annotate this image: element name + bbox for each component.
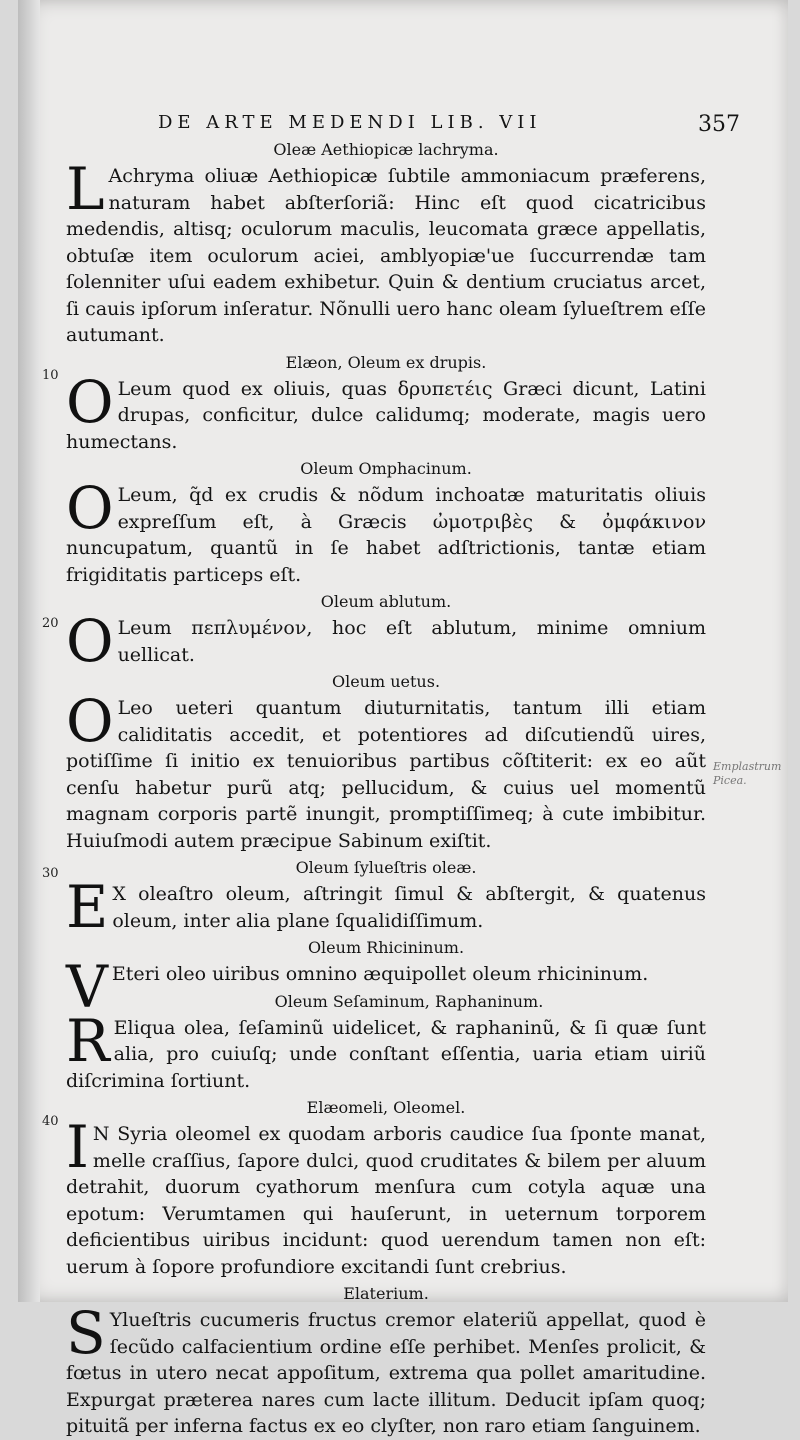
- entry-ablutum: [66, 591, 706, 675]
- page-gutter-shadow: [18, 0, 40, 1302]
- entry-uetus: [66, 671, 706, 854]
- entry-heading: Oleum uetus.: [331, 672, 441, 691]
- entry-text: Leum quod ex oliuis, quas δρυπετέις Græci dicunt, Latini drupas, conficitur, dulce calidumq; moderate, magis uero humectans.: [66, 377, 706, 453]
- entry-heading: Oleum ſylueſtris oleæ.: [295, 858, 477, 877]
- entry-heading: Oleum Omphacinum.: [300, 459, 472, 478]
- entry-heading: Elaterium.: [343, 1284, 429, 1303]
- entry-text: Achryma oliuæ Aethiopicæ ſubtile ammoniacum præferens, naturam habet abſterſoriã: Hinc eſt quod cicatricibus medendis, altisq; oculorum maculis, leucomata græce appellatis, obtuſæ item oculorum aciei, amblyopiæ'ue ſuccurrendæ tam ſolenniter uſui eadem exhibetur. Quin & dentium cruciatus arcet, ſi cauis ipſorum inſeratur. Nõnulli uero hanc oleam ſylueſtrem eſſe autumant.: [66, 165, 706, 346]
- entry-text: Leo ueteri quantum diuturnitatis, tantum illi etiam caliditatis accedit, et potentiores ad diſcutiendũ uires, potiſſime ſi initio ex tenuioribus partibus cõſtiterit: ex eo aũt cenſu habetur purũ atq; pellucidum, & cuius uel momentũ magnam corporis partẽ inungit, promptiſſimeq; à cute imbibitur. Huiuſmodi autem præcipue Sabinum exiſtit.: [66, 697, 706, 852]
- entry-text: Eliqua olea, ſeſaminũ uidelicet, & raphaninũ, & ſi quæ ſunt alia, pro cuiuſq; unde conſtant eſſentia, uaria etiam uiriũ diſcrimina ſortiunt.: [66, 1016, 706, 1092]
- drop-cap: O: [66, 687, 114, 755]
- entry-heading: Oleum ablutum.: [320, 592, 452, 611]
- drop-cap: I: [66, 1113, 89, 1181]
- drop-cap: E: [66, 873, 109, 941]
- drop-cap: R: [66, 1006, 110, 1075]
- drop-cap: V: [66, 953, 108, 1021]
- running-head: DE ARTE MEDENDI LIB. VII: [158, 112, 542, 133]
- entry-text: N Syria oleomel ex quodam arboris caudice ſua ſponte manat, melle craſſius, ſapore dulci, quod cruditates & bilem per aluum detrahit, duorum cyathorum menſura cum cotyla aquæ una epotum: Verumtamen qui hauſerunt, in ueternum torporem deficientibus uiribus incidunt: quod uerendum tamen non eſt: uerum à ſopore profundiore excitandi ſunt crebrius.: [66, 1123, 706, 1278]
- drop-cap: O: [66, 474, 114, 542]
- line-number-40: 40: [42, 1114, 59, 1129]
- book-page: [18, 0, 788, 1437]
- entry-elaeomeli: [66, 1097, 706, 1280]
- entry-text: Leum πεπλυμένον, hoc eſt ablutum, minime omnium uellicat.: [117, 617, 706, 666]
- entry-sesaminum: [66, 991, 706, 1095]
- drop-cap: O: [66, 367, 114, 436]
- entry-text: X oleaſtro oleum, aſtringit ſimul & abſtergit, & quatenus oleum, inter alia plane ſqualidiſſimum.: [112, 883, 706, 932]
- entry-heading: Elæon, Oleum ex drupis.: [285, 352, 487, 372]
- entry-text: Leum, q̃d ex crudis & nõdum inchoatæ maturitatis oliuis expreſſum eſt, à Græcis ὠμοτριβὲς & ὀμφάκινον nuncupatum, quantũ in ſe habet adſtrictionis, tantæ etiam frigiditatis particeps eſt.: [66, 484, 706, 586]
- page-number: 357: [698, 112, 740, 137]
- entry-heading: Elæomeli, Oleomel.: [306, 1098, 466, 1117]
- line-number-30: 30: [42, 866, 59, 881]
- entry-omphacinum: [66, 458, 706, 588]
- entry-text: Eteri oleo uiribus omnino æquipollet oleum rhicininum.: [111, 963, 649, 985]
- entry-heading: Oleæ Aethiopicæ lachryma.: [273, 140, 499, 159]
- marginal-note: Emplastrum Picea.: [713, 760, 782, 787]
- entry-elaterium: [66, 1283, 706, 1440]
- page-body: [66, 136, 706, 1440]
- entry-heading: Oleum Rhicininum.: [307, 938, 465, 957]
- entry-olea-aethiopica: [66, 139, 706, 349]
- line-number-10: 10: [42, 368, 59, 383]
- entry-heading: Oleum Seſaminum, Raphaninum.: [274, 991, 544, 1011]
- line-number-20: 20: [42, 616, 59, 631]
- drop-cap: L: [66, 155, 105, 223]
- drop-cap: S: [66, 1299, 106, 1367]
- entry-text: Ylueſtris cucumeris fructus cremor elateriũ appellat, quod è ſecũdo calfacientium ordine eſſe perhibet. Menſes prolicit, & fœtus in utero necat appoſitum, extrema qua pollet amaritudine. Expurgat præterea nares cum lacte illitum. Deducit ipſam quoq; pituitã per inferna factus ex eo clyſter, non raro etiam ſanguinem.: [66, 1309, 706, 1437]
- entry-syluestris: [66, 857, 706, 941]
- entry-elaeon: [66, 352, 706, 456]
- drop-cap: O: [66, 607, 114, 675]
